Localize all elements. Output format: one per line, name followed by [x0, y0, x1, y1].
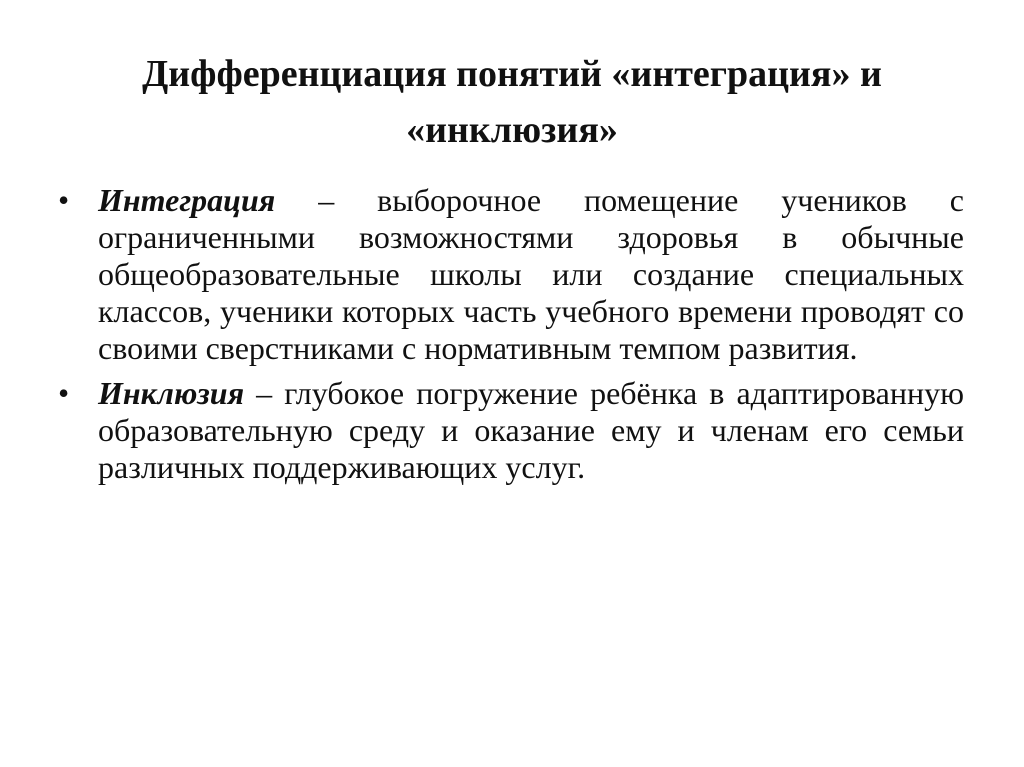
bullet-text-inclusion — [98, 375, 964, 486]
bullet-text-integration — [98, 182, 964, 367]
bullet-marker: • — [58, 182, 70, 218]
bullet-marker: • — [58, 375, 70, 411]
slide-title: Дифференциация понятий «интеграция» и «инклюзия» — [142, 53, 882, 151]
bullet-list — [0, 182, 1024, 494]
bullet-item-integration — [0, 182, 1024, 367]
term-integration: Интеграция — [98, 182, 276, 218]
bullet-item-inclusion — [0, 375, 1024, 486]
definition-integration: – выборочное помещение учеников с ограниченными возможностями здоровья в обычные общеобразовательные школы или создание специальных классов, ученики которых часть учебного времени проводят со своими сверстниками с нормативным темпом развития. — [98, 182, 964, 366]
definition-inclusion: – глубокое погружение ребёнка в адаптированную образовательную среду и оказание ему и членам его семьи различных поддерживающих услуг. — [98, 375, 964, 485]
term-inclusion: Инклюзия — [98, 375, 245, 411]
